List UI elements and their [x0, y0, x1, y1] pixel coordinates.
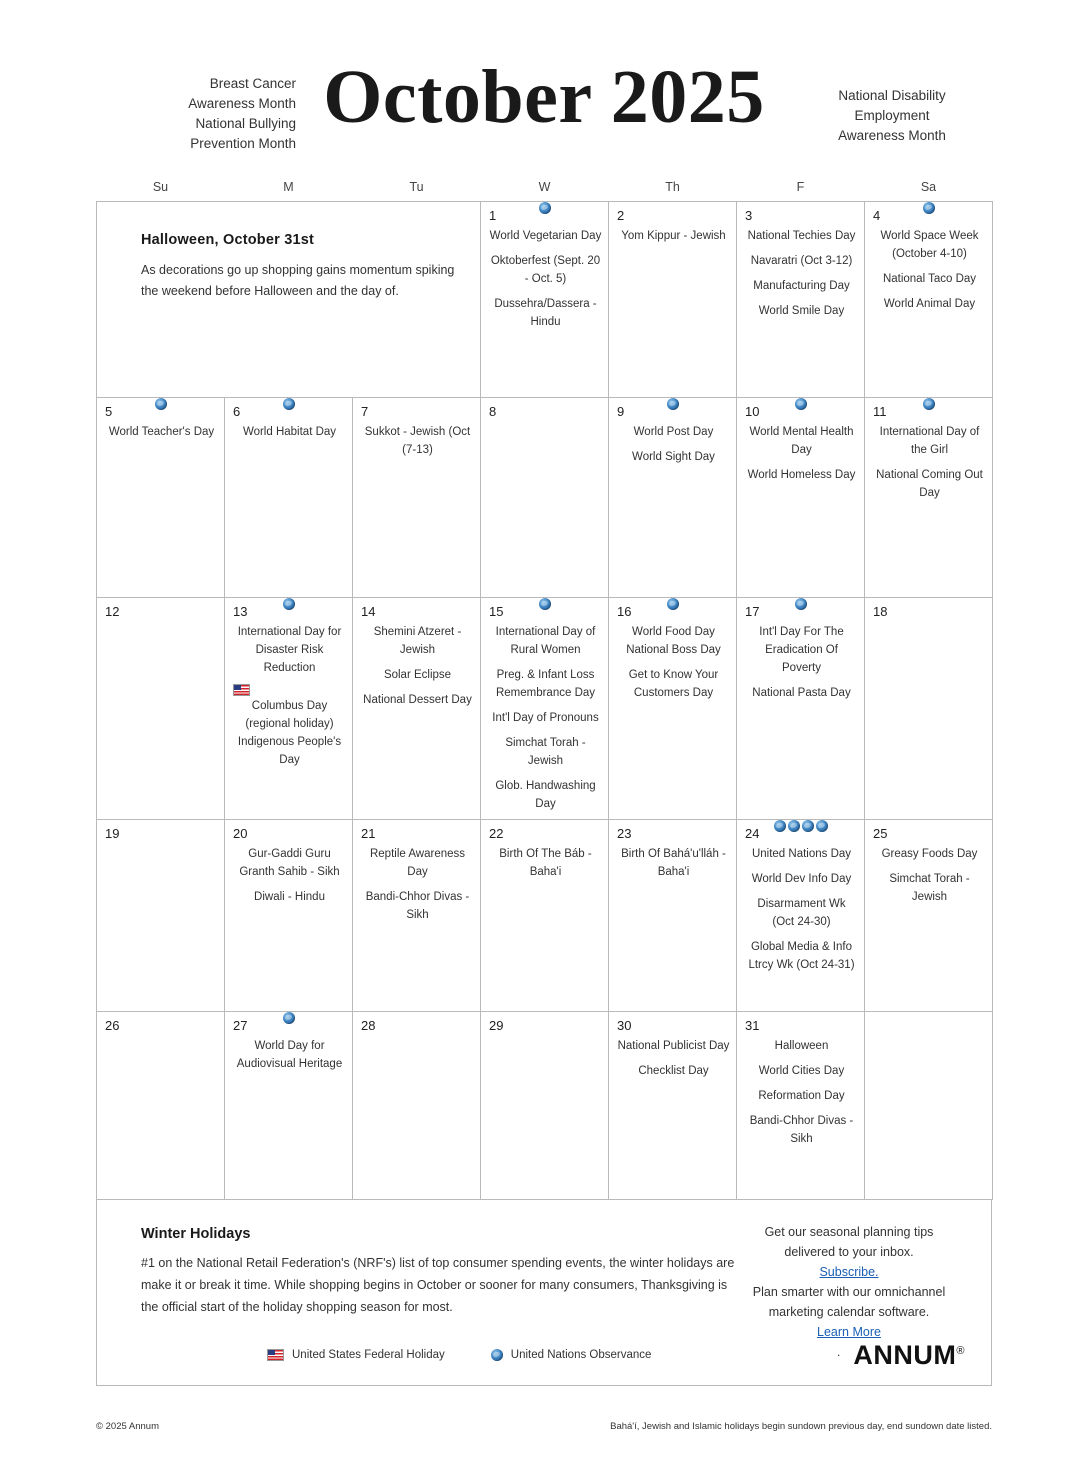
calendar-day-cell-13 — [225, 598, 353, 820]
day-events — [361, 845, 474, 924]
page-title: October 2025 — [323, 55, 765, 139]
event-item: National Techies Day — [747, 230, 856, 242]
weekday-sa: Sa — [920, 180, 937, 194]
day-events — [745, 227, 858, 320]
day-events — [361, 623, 474, 709]
event-item: International Day of Rural Women — [495, 626, 596, 656]
event-item: Oktoberfest (Sept. 20 - Oct. 5) — [490, 255, 601, 285]
weekday-f: F — [796, 180, 805, 194]
weekday-su: Su — [152, 180, 169, 194]
event-item: World Sight Day — [632, 451, 715, 463]
event-item: World Space Week (October 4-10) — [880, 230, 979, 260]
event-item: World Vegetarian Day — [489, 230, 602, 242]
day-events — [489, 623, 602, 813]
feature-cell-halloween — [97, 202, 481, 398]
un-observance-badges — [667, 398, 679, 410]
promo-line-4: marketing calendar software. — [768, 1305, 930, 1319]
calendar-day-cell-29 — [481, 1012, 609, 1200]
calendar-day-cell-30 — [609, 1012, 737, 1200]
event-item: Global Media & Info Ltrcy Wk (Oct 24-31) — [748, 941, 855, 971]
brand-logo — [853, 1340, 965, 1371]
header-right-line-3: Awareness Month — [838, 128, 946, 143]
calendar-day-cell-10 — [737, 398, 865, 598]
footer-panel — [96, 1200, 992, 1386]
day-number: 19 — [105, 826, 120, 841]
day-number: 25 — [873, 826, 888, 841]
day-events — [233, 623, 346, 769]
un-observance-badges — [283, 598, 295, 610]
globe-icon — [923, 398, 935, 410]
globe-icon — [923, 202, 935, 214]
calendar-page — [0, 55, 1088, 1466]
event-item: Simchat Torah - Jewish — [889, 873, 970, 903]
calendar-week-row — [97, 598, 993, 820]
day-events — [873, 227, 986, 313]
day-events — [617, 423, 730, 466]
calendar-day-cell-18 — [865, 598, 993, 820]
calendar-cell-empty — [865, 1012, 993, 1200]
day-events — [617, 227, 730, 245]
header-left-line-3: National Bullying — [195, 116, 296, 131]
day-number: 18 — [873, 604, 888, 619]
legend-federal-holiday — [267, 1349, 445, 1361]
calendar-day-cell-4 — [865, 202, 993, 398]
calendar-day-cell-17 — [737, 598, 865, 820]
event-item: World Dev Info Day — [751, 873, 852, 885]
day-events — [617, 623, 730, 702]
globe-icon — [774, 820, 786, 832]
event-item: Gur-Gaddi Guru Granth Sahib - Sikh — [239, 848, 340, 878]
event-item: World Post Day — [633, 426, 714, 438]
brand-registered-mark: ® — [956, 1345, 965, 1357]
calendar-day-cell-15 — [481, 598, 609, 820]
calendar-day-cell-28 — [353, 1012, 481, 1200]
subscribe-link[interactable]: Subscribe. — [819, 1265, 879, 1279]
calendar-day-cell-12 — [97, 598, 225, 820]
globe-icon — [491, 1349, 503, 1361]
day-number: 3 — [745, 208, 753, 223]
event-item: Int'l Day of Pronouns — [492, 712, 599, 724]
header-right-line-2: Employment — [854, 108, 930, 123]
event-item: Preg. & Infant Loss Remembrance Day — [495, 669, 596, 699]
globe-icon — [283, 598, 295, 610]
event-item: World Mental Health Day — [749, 426, 854, 456]
day-number: 28 — [361, 1018, 376, 1033]
un-observance-badges — [667, 598, 679, 610]
feature-body: As decorations go up shopping gains momentum spiking the weekend before Halloween and the day of. — [141, 263, 455, 298]
legend-un-observance-label: United Nations Observance — [510, 1349, 652, 1361]
header-right-line-1: National Disability — [838, 88, 946, 103]
day-events — [361, 423, 474, 459]
calendar-week-row — [97, 1012, 993, 1200]
globe-icon — [802, 820, 814, 832]
day-number: 11 — [873, 404, 887, 419]
un-observance-badges — [539, 598, 551, 610]
calendar-day-cell-24 — [737, 820, 865, 1012]
event-item: Bandi-Chhor Divas - Sikh — [749, 1115, 854, 1145]
calendar-day-cell-23 — [609, 820, 737, 1012]
event-item: International Day of the Girl — [879, 426, 980, 456]
calendar-day-cell-8 — [481, 398, 609, 598]
un-observance-badges — [283, 1012, 295, 1024]
un-observance-badges — [923, 202, 935, 214]
calendar-day-cell-2 — [609, 202, 737, 398]
event-item: National Taco Day — [882, 273, 977, 285]
day-number: 30 — [617, 1018, 632, 1033]
event-item: World Animal Day — [883, 298, 976, 310]
calendar-day-cell-21 — [353, 820, 481, 1012]
page-footer — [96, 1421, 992, 1432]
event-item: World Food Day National Boss Day — [626, 626, 721, 656]
day-number: 27 — [233, 1018, 248, 1033]
us-flag-icon — [267, 1349, 284, 1361]
event-item: Navaratri (Oct 3-12) — [750, 255, 853, 267]
winter-holidays-body: #1 on the National Retail Federation's (NRF's) list of top consumer spending events, the winter holidays are make it or break it time. While shopping begins in October or sooner for many consumers, Thanksgiving is the official start of the holiday shopping season for most. — [141, 1256, 735, 1314]
event-item: Solar Eclipse — [383, 669, 452, 681]
un-observance-badges — [155, 398, 167, 410]
calendar-day-cell-7 — [353, 398, 481, 598]
calendar-day-cell-31 — [737, 1012, 865, 1200]
un-observance-badges — [283, 398, 295, 410]
event-item: National Coming Out Day — [876, 469, 983, 499]
day-events — [233, 845, 346, 906]
promo-block — [729, 1222, 969, 1342]
day-number: 12 — [105, 604, 120, 619]
brand-name: ANNUM — [853, 1340, 957, 1370]
globe-icon — [795, 398, 807, 410]
calendar-day-cell-27 — [225, 1012, 353, 1200]
event-item: Dussehra/Dassera - Hindu — [494, 298, 597, 328]
page-header — [96, 55, 992, 168]
winter-holidays-title: Winter Holidays — [141, 1226, 251, 1242]
separator-dot: . — [837, 1345, 841, 1359]
event-item: Sukkot - Jewish (Oct (7-13) — [364, 426, 471, 456]
calendar-grid — [96, 176, 992, 1200]
day-events — [105, 423, 218, 441]
day-number: 22 — [489, 826, 504, 841]
calendar-week-row — [97, 398, 993, 598]
event-item: World Cities Day — [758, 1065, 845, 1077]
weekday-th: Th — [665, 180, 680, 194]
un-observance-badges — [795, 398, 807, 410]
un-observance-badges — [539, 202, 551, 214]
calendar-week-row — [97, 820, 993, 1012]
header-right-note — [792, 86, 992, 146]
event-item: World Homeless Day — [747, 469, 856, 481]
day-events — [873, 845, 986, 906]
day-number: 1 — [489, 208, 497, 223]
globe-icon — [283, 398, 295, 410]
day-number: 9 — [617, 404, 625, 419]
day-number: 6 — [233, 404, 241, 419]
promo-line-3: Plan smarter with our omnichannel — [752, 1285, 946, 1299]
event-item: Glob. Handwashing Day — [495, 780, 596, 810]
day-events — [745, 1037, 858, 1148]
event-item: Birth Of The Báb - Baha'i — [499, 848, 592, 878]
day-number: 2 — [617, 208, 625, 223]
day-number: 15 — [489, 604, 504, 619]
day-number: 17 — [745, 604, 760, 619]
event-item: Birth Of Bahá'u'lláh - Baha'i — [621, 848, 726, 878]
us-flag-icon — [233, 684, 250, 696]
day-number: 21 — [361, 826, 376, 841]
calendar-day-cell-5 — [97, 398, 225, 598]
event-item: Shemini Atzeret - Jewish — [373, 626, 462, 656]
event-item: Simchat Torah - Jewish — [505, 737, 586, 767]
calendar-day-cell-20 — [225, 820, 353, 1012]
event-item: Reformation Day — [758, 1090, 845, 1102]
day-number: 5 — [105, 404, 113, 419]
event-item: Int'l Day For The Eradication Of Poverty — [759, 626, 844, 674]
event-item: Bandi-Chhor Divas - Sikh — [365, 891, 470, 921]
event-item: Yom Kippur - Jewish — [621, 230, 726, 242]
promo-line-1: Get our seasonal planning tips — [764, 1225, 934, 1239]
winter-holidays-block — [141, 1226, 741, 1318]
header-left-line-1: Breast Cancer — [209, 76, 296, 91]
globe-icon — [283, 1012, 295, 1024]
weekday-header-row — [97, 176, 993, 202]
feature-title: Halloween, October 31st — [141, 232, 315, 248]
event-item: Get to Know Your Customers Day — [628, 669, 719, 699]
event-item: Halloween — [774, 1040, 829, 1052]
learn-more-link[interactable]: Learn More — [817, 1325, 881, 1339]
day-events — [489, 845, 602, 881]
event-item: World Smile Day — [758, 305, 845, 317]
header-left-line-4: Prevention Month — [190, 136, 296, 151]
day-number: 16 — [617, 604, 632, 619]
event-item: Checklist Day — [638, 1065, 709, 1077]
day-events — [745, 623, 858, 702]
event-item: World Day for Audiovisual Heritage — [236, 1040, 343, 1070]
event-item: Disarmament Wk (Oct 24-30) — [757, 898, 846, 928]
weekday-m: M — [283, 180, 294, 194]
globe-icon — [155, 398, 167, 410]
day-events — [873, 423, 986, 502]
event-item: World Habitat Day — [242, 426, 337, 438]
calendar-day-cell-1 — [481, 202, 609, 398]
globe-icon — [539, 598, 551, 610]
day-number: 4 — [873, 208, 881, 223]
globe-icon — [788, 820, 800, 832]
day-events — [745, 423, 858, 484]
globe-icon — [667, 598, 679, 610]
event-item: Greasy Foods Day — [881, 848, 978, 860]
event-item: Diwali - Hindu — [254, 891, 325, 903]
day-number: 20 — [233, 826, 248, 841]
event-item: World Teacher's Day — [108, 426, 215, 438]
calendar-day-cell-16 — [609, 598, 737, 820]
copyright: © 2025 Annum — [96, 1421, 159, 1432]
day-events — [233, 1037, 346, 1073]
calendar-day-cell-25 — [865, 820, 993, 1012]
legend — [267, 1349, 651, 1361]
event-item: National Pasta Day — [752, 687, 851, 699]
calendar-day-cell-11 — [865, 398, 993, 598]
event-item: United Nations Day — [751, 848, 852, 860]
un-observance-badges — [774, 820, 828, 832]
calendar-day-cell-3 — [737, 202, 865, 398]
calendar-day-cell-19 — [97, 820, 225, 1012]
day-number: 24 — [745, 826, 760, 841]
event-item: Manufacturing Day — [753, 280, 850, 292]
day-number: 23 — [617, 826, 632, 841]
day-number: 29 — [489, 1018, 504, 1033]
day-events — [617, 845, 730, 881]
un-observance-badges — [795, 598, 807, 610]
day-number: 13 — [233, 604, 248, 619]
globe-icon — [667, 398, 679, 410]
un-observance-badges — [923, 398, 935, 410]
event-item: International Day for Disaster Risk Reduction — [237, 626, 342, 674]
weekday-w: W — [538, 180, 551, 194]
sundown-note: Bahá'í, Jewish and Islamic holidays begin sundown previous day, end sundown date listed. — [610, 1421, 992, 1432]
calendar-day-cell-6 — [225, 398, 353, 598]
day-events — [233, 423, 346, 441]
calendar-day-cell-9 — [609, 398, 737, 598]
calendar-day-cell-22 — [481, 820, 609, 1012]
globe-icon — [539, 202, 551, 214]
day-number: 31 — [745, 1018, 760, 1033]
calendar-day-cell-14 — [353, 598, 481, 820]
day-events — [617, 1037, 730, 1080]
event-item-federal-holiday — [233, 684, 346, 769]
day-number: 14 — [361, 604, 376, 619]
event-item: Reptile Awareness Day — [369, 848, 466, 878]
day-number: 7 — [361, 404, 369, 419]
event-item: National Publicist Day — [617, 1040, 730, 1052]
legend-un-observance — [491, 1349, 652, 1361]
promo-line-2: delivered to your inbox. — [784, 1245, 914, 1259]
day-events — [745, 845, 858, 974]
weekday-tu: Tu — [409, 180, 424, 194]
calendar-day-cell-26 — [97, 1012, 225, 1200]
legend-federal-holiday-label: United States Federal Holiday — [292, 1349, 445, 1361]
event-item: National Dessert Day — [363, 694, 472, 706]
globe-icon — [795, 598, 807, 610]
day-events — [489, 227, 602, 331]
event-label: Columbus Day (regional holiday) Indigenous People's Day — [237, 700, 342, 766]
day-number: 26 — [105, 1018, 120, 1033]
globe-icon — [816, 820, 828, 832]
day-number: 8 — [489, 404, 497, 419]
header-left-line-2: Awareness Month — [188, 96, 296, 111]
calendar-week-row — [97, 202, 993, 398]
day-number: 10 — [745, 404, 760, 419]
